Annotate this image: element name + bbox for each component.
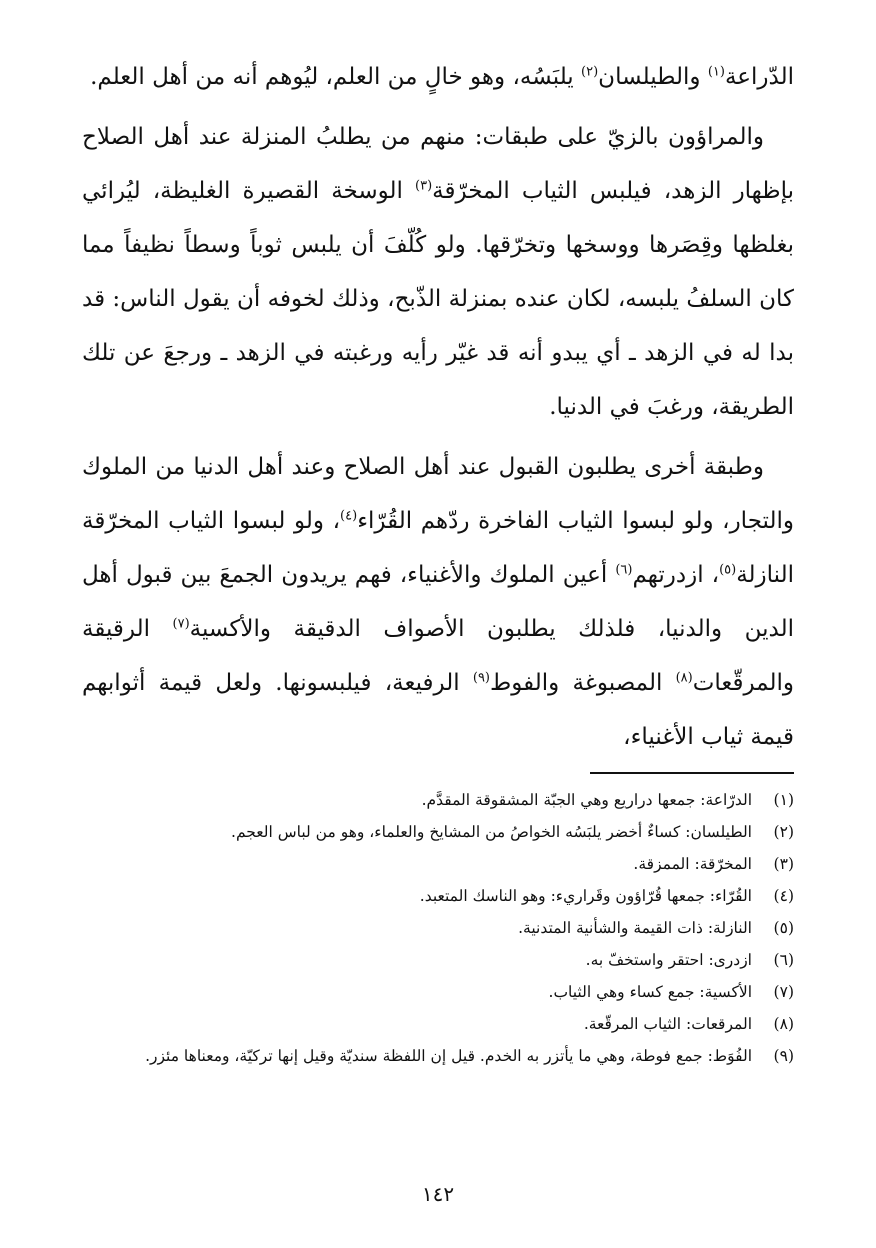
text-run: الدّراعة	[724, 64, 794, 90]
footnote-text: المخرّقة: الممزقة.	[633, 855, 752, 873]
text-run: ، ازدرتهم	[632, 562, 720, 588]
footnote-text: الطيلسان: كساءٌ أخضر يلبَسُه الخواصُ من المشايخ والعلماء، وهو من لباس العجم.	[231, 823, 752, 841]
footnote-ref: (٦)	[615, 562, 633, 578]
text-run: والمراؤون بالزيّ على طبقات: منهم من يطلبُ المنزلة عند أهل الصلاح بإظهار الزهد، فيلبس الثياب المخرّقة	[82, 124, 794, 204]
main-text	[82, 50, 794, 764]
footnote-ref: (١)	[707, 64, 725, 80]
footnote-ref: (٧)	[172, 616, 190, 632]
text-run: والطيلسان	[598, 64, 708, 90]
footnote-ref: (٢)	[581, 64, 599, 80]
footnote-item	[82, 944, 794, 976]
footnote-number: (١)	[773, 791, 794, 809]
page-number: ١٤٢	[421, 1182, 455, 1206]
footnote-number: (٧)	[773, 983, 794, 1001]
footnote-ref: (٤)	[340, 508, 358, 524]
paragraph-3	[82, 440, 794, 764]
text-run: الوسخة القصيرة الغليظة، ليُرائي بغلظها وقِصَرها ووسخها وتخرّقها. ولو كُلّفَ أن يلبس ثوباً وسطاً نظيفاً مما كان السلفُ يلبسه، لكان عنده بمنزلة الذّبح، وذلك لخوفه أن يقول الناس: قد بدا له في الزهد ـ أي يبدو أنه قد غيّر رأيه ورغبته في الزهد ـ ورجعَ عن تلك الطريقة، ورغبَ في الدنيا.	[82, 178, 794, 420]
text-run: الرفيعة، فيلبسونها. ولعل قيمة أثوابهم قيمة ثياب الأغنياء،	[82, 670, 794, 750]
footnote-item	[82, 816, 794, 848]
footnote-ref: (٣)	[415, 178, 433, 194]
footnote-item	[82, 976, 794, 1008]
footnote-text: ازدرى: احتقر واستخفّ به.	[585, 951, 752, 969]
paragraph-2	[82, 110, 794, 434]
paragraph-1	[82, 50, 794, 104]
text-run: أعين الملوك والأغنياء، فهم يريدون الجمعَ بين قبول أهل الدين والدنيا، فلذلك يطلبون الأصواف الدقيقة والأكسية	[82, 562, 794, 642]
footnote-ref: (٨)	[675, 670, 693, 686]
footnote-number: (٩)	[773, 1047, 794, 1065]
footnote-item	[82, 880, 794, 912]
footnote-number: (٦)	[773, 951, 794, 969]
footnote-text: المرقعات: الثياب المرقّعة.	[583, 1015, 752, 1033]
footnote-number: (٤)	[773, 887, 794, 905]
footnote-item	[82, 848, 794, 880]
footnote-text: الأكسية: جمع كساء وهي الثياب.	[548, 983, 752, 1001]
footnote-separator	[590, 772, 794, 774]
footnote-number: (٥)	[773, 919, 794, 937]
text-run: الرقيقة والمرقّعات	[82, 616, 794, 696]
footnote-text: النازلة: ذات القيمة والشأنية المتدنية.	[518, 919, 752, 937]
footnote-number: (٨)	[773, 1015, 794, 1033]
footnotes	[82, 784, 794, 1072]
text-run: المصبوغة والفوط	[490, 670, 676, 696]
footnote-text: الفُوَط: جمع فوطة، وهي ما يأتزر به الخدم. قيل إن اللفظة سنديّة وقيل إنها تركيّة، ومعناها مئزر.	[145, 1047, 752, 1065]
footnote-ref: (٩)	[472, 670, 490, 686]
text-run: يلبَسُه، وهو خالٍ من العلم، ليُوهم أنه من أهل العلم.	[90, 64, 582, 90]
footnote-number: (٢)	[773, 823, 794, 841]
footnote-ref: (٥)	[719, 562, 737, 578]
footnote-item	[82, 784, 794, 816]
footnote-text: الدرّاعة: جمعها دراريع وهي الجبّة المشقوقة المقدَّم.	[421, 791, 752, 809]
footnote-item	[82, 1040, 794, 1072]
footnote-item	[82, 912, 794, 944]
text-run: وطبقة أخرى يطلبون القبول عند أهل الصلاح وعند أهل الدنيا من الملوك والتجار، ولو لبسوا الثياب الفاخرة ردّهم القُرّاء	[82, 454, 794, 534]
footnote-number: (٣)	[773, 855, 794, 873]
text-run: ، ولو لبسوا الثياب المخرّقة النازلة	[82, 508, 794, 588]
footnote-text: القُرّاء: جمعها قُرّاؤون وقَراريء: وهو الناسك المتعبد.	[419, 887, 752, 905]
footnote-item	[82, 1008, 794, 1040]
